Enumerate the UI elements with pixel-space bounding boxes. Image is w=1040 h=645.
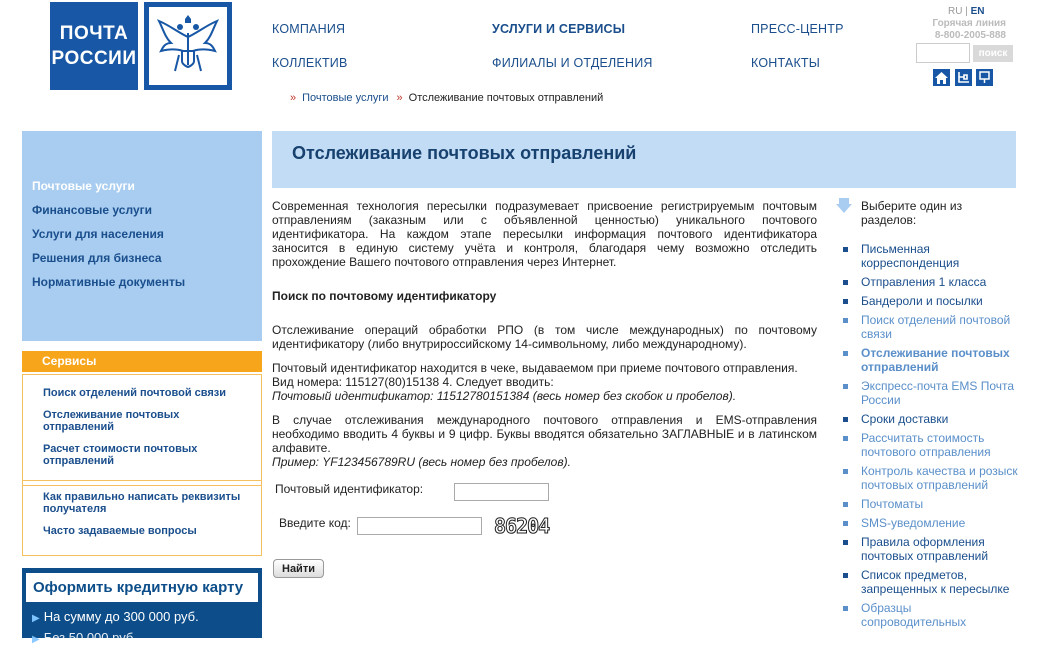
section-list-item [843,379,1018,407]
services-help-list [22,480,262,556]
international-info [272,413,817,469]
credit-banner-item [32,609,199,624]
page-title: Отслеживание почтовых отправлений [292,143,637,163]
tracking-id-label: Почтовый идентификатор: [275,482,424,496]
section-link[interactable]: Правила оформления почтовых отправлений [861,535,989,563]
sidebar-item-postal-services[interactable]: Почтовые услуги [32,179,135,193]
tracking-id-input[interactable] [454,483,549,501]
logo-line2: РОССИИ [51,48,137,69]
section-link[interactable]: Отправления 1 класса [861,275,987,289]
section-link[interactable]: Письменная корреспонденция [861,242,960,270]
lang-separator: | [965,6,968,17]
emblem-logo[interactable] [144,2,232,90]
international-info-text: В случае отслеживания международного почтового отправления и EMS-отправления необходимо вводить 4 буквы и 9 цифр. Буквы вводятся обязательно ЗАГЛАВНЫЕ и в латинском алфавите. [272,413,817,455]
breadcrumb-postal-services[interactable]: Почтовые услуги [302,92,389,104]
services-list [22,374,262,486]
lang-ru[interactable]: RU [948,6,963,17]
search-button[interactable]: поиск [973,45,1013,62]
section-list-item [843,497,1018,511]
down-arrow-icon [836,198,852,214]
section-list-item [843,313,1018,341]
logo-line1: ПОЧТА [59,23,129,44]
triangle-bullet-icon: ▶ [32,634,40,645]
identifier-info [272,361,817,403]
language-switcher [948,6,985,17]
credit-banner-title: Оформить кредитную карту [26,573,258,602]
section-list-item [843,346,1018,374]
section-link[interactable]: Почтоматы [861,497,924,511]
lang-en[interactable]: EN [970,6,985,17]
captcha-input[interactable] [357,517,482,535]
breadcrumb-separator: » [396,92,403,104]
intro-text: Современная технология пересылки подразумевает присвоение регистрируемым почтовым отправлениям (заказным или с объявленной ценностью) уникального почтового идентификатора. На каждом этапе пересылки информация почтового идентификатора заносится в единую систему учёта и контроля, благодаря чему возможно отследить прохождение Вашего почтового отправления через Интернет. [272,199,817,269]
sidebar-item-financial-services[interactable]: Финансовые услуги [32,203,152,217]
section-list-item [843,294,1018,308]
section-link[interactable]: Контроль качества и розыск почтовых отправлений [861,464,1018,492]
credit-banner-item-text: На сумму до 300 000 руб. [43,609,199,624]
nav-company[interactable]: КОМПАНИЯ [272,22,346,36]
find-button[interactable]: Найти [273,559,324,578]
section-link[interactable]: SMS-уведомление [861,516,966,530]
feedback-icon[interactable] [976,69,993,86]
section-link[interactable]: Список предметов, запрещенных к пересылке [861,568,1010,596]
identifier-example: Почтовый идентификатор: 11512780151384 (весь номер без скобок и пробелов). [272,389,737,403]
sitemap-icon[interactable] [955,69,972,86]
triangle-bullet-icon: ▶ [32,613,40,624]
hotline [926,18,1006,42]
section-list-item [843,242,1018,270]
section-link[interactable]: Экспресс-почта EMS Почта России [861,379,1015,407]
services-heading: Сервисы [22,351,262,372]
captcha-label: Введите код: [279,516,351,530]
section-list-item [843,275,1018,289]
section-list-item [843,412,1018,426]
sidebar-item-regulations[interactable]: Нормативные документы [32,275,186,289]
sidebar-item-public-services[interactable]: Услуги для населения [32,227,164,241]
section-list-item [843,464,1018,492]
section-link[interactable]: Образцы сопроводительных [861,601,967,629]
service-link-cost-calc[interactable]: Расчет стоимости почтовых отправлений [43,443,198,467]
section-link[interactable]: Сроки доставки [861,412,949,426]
section-list-item [843,601,1018,629]
sidebar-item-business-solutions[interactable]: Решения для бизнеса [32,251,162,265]
credit-banner-item-text: Без 50 000 руб. [43,630,137,645]
identifier-info-line: Вид номера: 115127(80)15138 4. Следует вводить: [272,375,554,389]
section-list-item [843,431,1018,459]
hotline-phone: 8-800-2005-888 [934,30,1006,41]
sidebar-menu [22,131,262,341]
sections-list [843,242,1018,629]
credit-banner-item [32,630,137,645]
logo[interactable] [50,2,138,90]
identifier-info-line: Почтовый идентификатор находится в чеке, выдаваемом при приеме почтового отправления. [272,361,798,375]
section-list-item [843,535,1018,563]
tracking-description: Отслеживание операций обработки РПО (в том числе международных) по почтовому идентификатору (либо внутрироссийскому 14-символьному, либо международному). [272,323,817,351]
home-icon[interactable] [933,69,950,86]
section-list-item [843,516,1018,530]
service-link-recipient-details[interactable]: Как правильно написать реквизиты получателя [43,491,241,515]
service-link-tracking[interactable]: Отслеживание почтовых отправлений [43,409,180,433]
service-link-find-offices[interactable]: Поиск отделений почтовой связи [43,387,227,399]
section-list-item [843,568,1018,596]
international-example: Пример: YF123456789RU (весь номер без пробелов). [272,455,571,469]
section-link[interactable]: Отслеживание почтовых отправлений [861,346,1010,374]
hotline-label: Горячая линия [932,18,1006,29]
nav-services[interactable]: УСЛУГИ И СЕРВИСЫ [492,22,626,36]
section-link[interactable]: Поиск отделений почтовой связи [861,313,1011,341]
section-link[interactable]: Рассчитать стоимость почтового отправления [861,431,991,459]
breadcrumb [290,92,603,104]
nav-press[interactable]: ПРЕСС-ЦЕНТР [751,22,844,36]
service-link-faq[interactable]: Часто задаваемые вопросы [43,525,197,537]
breadcrumb-current: Отслеживание почтовых отправлений [408,92,604,104]
breadcrumb-separator: » [290,92,297,104]
search-section-heading: Поиск по почтовому идентификатору [272,289,497,303]
page-title-bar [272,131,1016,188]
captcha-image: 86204 [494,514,550,538]
nav-team[interactable]: КОЛЛЕКТИВ [272,56,348,70]
double-eagle-icon [149,7,227,85]
search-input[interactable] [916,43,970,63]
sections-intro: Выберите один из разделов: [861,199,963,227]
section-link[interactable]: Бандероли и посылки [861,294,983,308]
credit-card-banner[interactable] [22,568,262,645]
nav-contacts[interactable]: КОНТАКТЫ [751,56,821,70]
nav-branches[interactable]: ФИЛИАЛЫ И ОТДЕЛЕНИЯ [492,56,653,70]
